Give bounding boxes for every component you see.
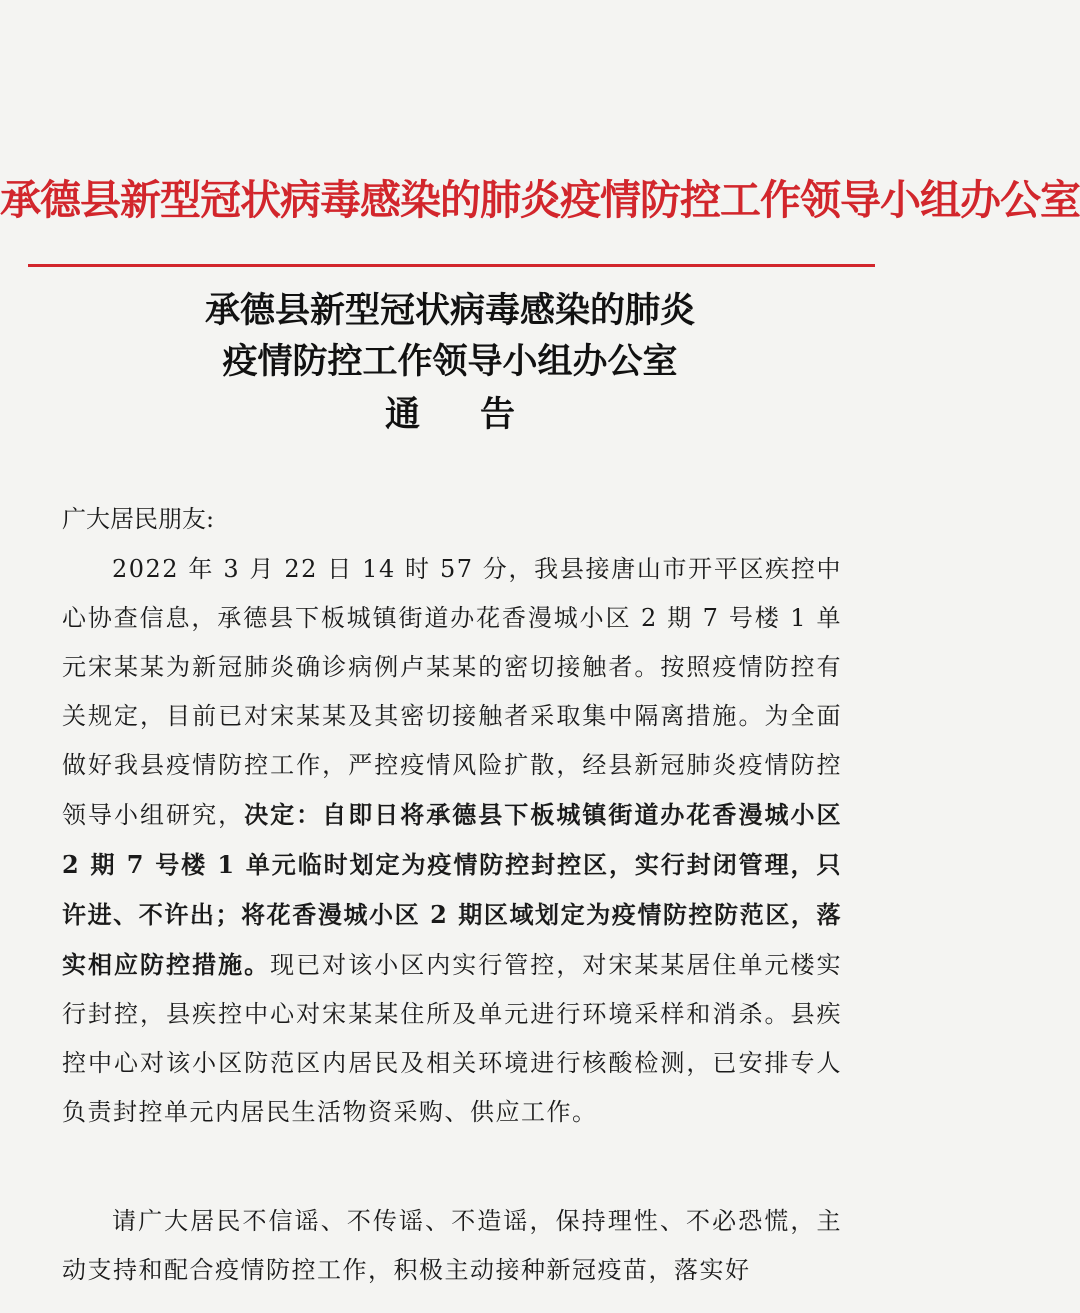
letterhead-org-name: 承德县新型冠状病毒感染的肺炎疫情防控工作领导小组办公室 [0, 176, 1080, 224]
letterhead-red-rule [28, 264, 875, 267]
paragraph-2: 请广大居民不信谣、不传谣、不造谣，保持理性、不必恐慌，主动支持和配合疫情防控工作，积极主动接种新冠疫苗，落实好 [62, 1207, 842, 1284]
notice-heading [0, 390, 900, 440]
title-line-1: 承德县新型冠状病毒感染的肺炎 [204, 290, 695, 331]
paragraph-1-measures: 现已对该小区内实行管控，对宋某某居住单元楼实行封控，县疾控中心对宋某某住所及单元进行环境采样和消杀。县疾控中心对该小区防范区内居民及相关环境进行核酸检测，已安排专人负责封控单元内居民生活物资采购、供应工作。 [62, 951, 843, 1126]
title-line-2: 疫情防控工作领导小组办公室 [222, 341, 678, 382]
notice-heading-char-1: 通 [384, 394, 420, 435]
salutation: 广大居民朋友: [62, 505, 215, 533]
paragraph-1-intro: 2022 年 3 月 22 日 14 时 57 分，我县接唐山市开平区疾控中心协查信息，承德县下板城镇街道办花香漫城小区 2 期 7 号楼 1 单元宋某某为新冠肺炎确诊病例卢某某的密切接触者。按照疫情防控有关规定，目前已对宋某某及其密切接触者采取集中隔离措施。为全面做好我县疫情防控工作，严控疫情风险扩散，经县新冠肺炎疫情防控领导小组研究， [62, 555, 842, 829]
notice-heading-char-2: 告 [480, 394, 516, 435]
paragraph-1 [62, 545, 842, 1137]
paragraph-1-decision: 决定：自即日将承德县下板城镇街道办花香漫城小区 2 期 7 号楼 1 单元临时划定为疫情防控封控区，实行封闭管理，只许进、不许出；将花香漫城小区 2 期区域划定为疫情防控防范区，落实相应防控措施。 [62, 800, 843, 979]
